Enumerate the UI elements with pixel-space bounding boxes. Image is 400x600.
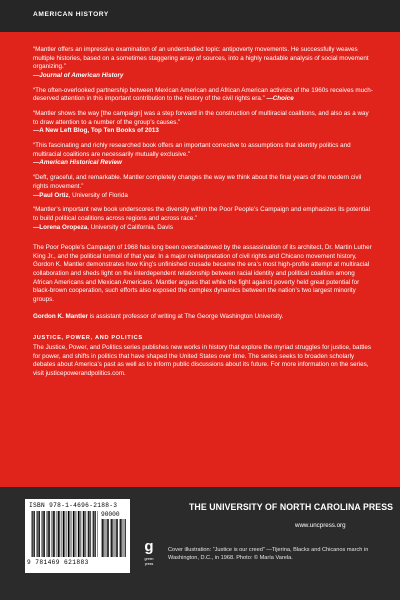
review-quote <box>33 174 373 200</box>
barcode-bar <box>49 511 50 557</box>
barcode-bar <box>93 511 94 557</box>
isbn-label: ISBN 978-1-4696-2188-3 <box>29 502 118 509</box>
barcode-bar <box>53 511 54 557</box>
green-press-line2: press <box>144 562 154 566</box>
barcode-bar <box>125 519 126 557</box>
quote-text: “Mantler offers an impressive examination of an understudied topic: antipoverty movements. He successfully weaves multiple histories, based on a sometimes staggering array of sources, into a highly readable analysis of social movement organizing.” <box>33 46 369 71</box>
category-label: AMERICAN HISTORY <box>33 11 109 18</box>
barcode-bar <box>83 511 84 557</box>
quote-text: “This fascinating and richly researched book offers an important corrective to assumptions that identity politics and multiracial coalitions are necessarily mutually exclusive.” <box>33 142 351 158</box>
price-code: 90000 <box>101 511 120 518</box>
barcode-bar <box>107 519 108 557</box>
reviewer-affiliation: , University of Florida <box>68 191 128 199</box>
review-quote <box>33 87 373 104</box>
barcode-bar <box>102 519 103 557</box>
barcode-bar <box>108 519 109 557</box>
barcode-bar <box>116 519 117 557</box>
barcode-bar <box>59 511 60 557</box>
quote-text: “Mantler’s important new book underscores the diversity within the Poor People’s Campaign and emphasizes its potential to build political coalitions across regions and across race.” <box>33 206 371 222</box>
barcode-bar <box>34 511 35 557</box>
barcode-bar <box>58 511 59 557</box>
author-bio <box>33 313 373 322</box>
publisher-url: www.uncpress.org <box>295 522 346 529</box>
footer <box>0 487 400 600</box>
quote-attribution: —American Historical Review <box>33 159 122 167</box>
barcode-bar <box>54 511 55 557</box>
barcode-bar <box>80 511 81 557</box>
review-quote <box>33 110 373 136</box>
green-press-letter: g <box>144 538 154 555</box>
review-quote <box>33 142 373 168</box>
quote-attribution <box>33 192 373 201</box>
barcode-bar <box>120 519 121 557</box>
series-heading: JUSTICE, POWER, AND POLITICS <box>33 334 143 341</box>
barcode-bar <box>88 511 89 557</box>
barcode-bar <box>32 511 33 557</box>
price-barcode-graphic <box>101 519 126 557</box>
barcode-bar <box>42 511 43 557</box>
author-bio-text: is assistant professor of writing at The George Washington University. <box>87 313 284 321</box>
blurb-content <box>33 46 373 378</box>
quote-text: “Deft, graceful, and remarkable. Mantler completely changes the way we think about the final years of the modern civil rights movement.” <box>33 174 362 190</box>
barcode-bar <box>37 511 38 557</box>
green-press-logo <box>137 537 161 570</box>
review-quote <box>33 206 373 232</box>
reviewer-affiliation: , University of California, Davis <box>87 223 173 231</box>
barcode-bar <box>64 511 65 557</box>
reviewer-name: —Lorena Oropeza <box>33 223 88 231</box>
review-quote <box>33 46 373 80</box>
barcode-bar <box>44 511 45 557</box>
barcode-graphic <box>31 511 98 557</box>
barcode-bar <box>90 511 91 557</box>
quote-attribution: —A New Left Blog, Top Ten Books of 2013 <box>33 127 159 135</box>
barcode-bar <box>63 511 64 557</box>
quote-text: “Mantler shows the way [the campaign] was a step forward in the construction of multiracial coalitions, and also as a way to draw attention to a number of the group’s causes.” <box>33 110 369 126</box>
barcode-bar <box>73 511 74 557</box>
barcode-bar <box>122 519 123 557</box>
blurb-panel <box>0 32 400 487</box>
ean-digits: 9 781469 621883 <box>27 559 89 566</box>
barcode-bar <box>78 511 79 557</box>
barcode-bar <box>48 511 49 557</box>
green-press-line1: green <box>144 557 154 561</box>
publisher-name: THE UNIVERSITY OF NORTH CAROLINA PRESS <box>189 502 394 513</box>
cover-credit: Cover illustration: “Justice is our creed” —Tijerina, Blacks and Chicanos march in Washington, D.C., in 1968. Photo: © María Varela. <box>168 547 369 561</box>
quote-attribution: —Choice <box>266 95 294 103</box>
barcode-bar <box>75 511 76 557</box>
barcode-box <box>25 499 130 573</box>
book-description: The Poor People’s Campaign of 1968 has long been overshadowed by the assassination of its architect, Dr. Martin Luther King Jr., and the political turmoil of that year. In a major reinterpretation of civil rights and Chicano movement history, Gordon K. Mantler demonstrates how King’s unfinished crusade became the era’s most high-profile attempt at multiracial collaboration and sheds light on the interdependent relationship between racial identity and political coalition among African Americans and Mexican Americans. Mantler argues that while the fight against poverty held great potential for black-brown cooperation, such efforts also exposed the complex dynamics between the nation’s two largest minority groups. <box>33 244 372 303</box>
barcode-bar <box>117 519 118 557</box>
barcode-bar <box>113 519 114 557</box>
quote-attribution: —Journal of American History <box>33 71 124 79</box>
top-bar <box>0 0 400 32</box>
author-name: Gordon K. Mantler <box>33 313 88 321</box>
barcode-bar <box>104 519 105 557</box>
barcode-bar <box>70 511 71 557</box>
barcode-bar <box>111 519 112 557</box>
barcode-bar <box>39 511 40 557</box>
quote-attribution <box>33 224 373 233</box>
barcode-bar <box>95 511 96 557</box>
barcode-bar <box>68 511 69 557</box>
quote-text: “The often-overlooked partnership between Mexican American and African American activists of the 1960s receives much-deserved attention in this important contribution to the history of the civil rights era.” <box>33 86 373 103</box>
series-description: The Justice, Power, and Politics series publishes new works in history that explore the myriad struggles for justice, battles for power, and shifts in politics that have shaped the United States over time. The series seeks to broaden scholarly debates about America’s past as well as to inform public discussions about its future. For more information on the series, visit justicepowerandpolitics.com. <box>33 343 372 377</box>
reviewer-name: —Paul Ortiz <box>33 191 69 199</box>
barcode-bar <box>85 511 86 557</box>
